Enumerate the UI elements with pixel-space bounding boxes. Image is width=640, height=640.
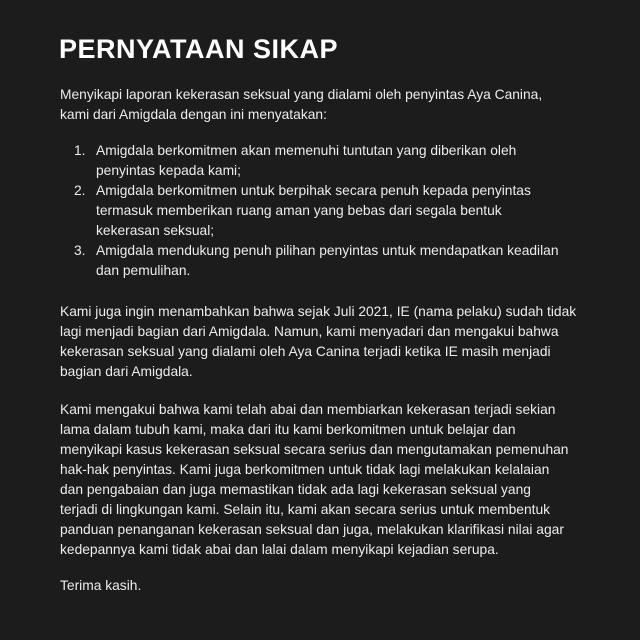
list-item xyxy=(60,241,559,281)
statement-list xyxy=(60,141,559,281)
closing-text: Terima kasih. xyxy=(60,578,142,593)
intro-paragraph xyxy=(60,85,542,125)
text-line: Kami mengakui bahwa kami telah abai dan membiarkan kekerasan terjadi sekian xyxy=(60,402,556,417)
paragraph-3 xyxy=(60,400,568,560)
text-line: bagian dari Amigdala. xyxy=(60,364,193,379)
text-line: menyikapi kasus kekerasan seksual secara serius dan mengutamakan pemenuhan xyxy=(60,442,569,457)
text-line: kekerasan seksual; xyxy=(96,223,215,238)
list-number: 2. xyxy=(74,183,86,198)
text-line: panduan penanganan kekerasan seksual dan juga, melakukan klarifikasi nilai agar xyxy=(60,522,564,537)
text-line: Menyikapi laporan kekerasan seksual yang dialami oleh penyintas Aya Canina, xyxy=(60,87,543,102)
text-line: Kami juga ingin menambahkan bahwa sejak Juli 2021, IE (nama pelaku) sudah tidak xyxy=(60,304,577,319)
list-number: 3. xyxy=(74,243,86,258)
text-line: dan pemulihan. xyxy=(96,263,191,278)
text-line: hak-hak penyintas. Kami juga berkomitmen untuk tidak lagi melakukan kelalaian xyxy=(60,462,550,477)
text-line: lama dalam tubuh kami, maka dari itu kami berkomitmen untuk belajar dan xyxy=(60,422,516,437)
text-line: Amigdala berkomitmen akan memenuhi tuntutan yang diberikan oleh xyxy=(96,143,517,158)
list-number: 1. xyxy=(74,143,86,158)
text-line: terjadi di lingkungan kami. Selain itu, kami akan secara serius untuk membentuk xyxy=(60,502,551,517)
text-line: kami dari Amigdala dengan ini menyatakan: xyxy=(60,107,327,122)
text-line: kekerasan seksual yang dialami oleh Aya Canina terjadi ketika IE masih menjadi xyxy=(60,344,551,359)
text-line: penyintas kepada kami; xyxy=(96,163,241,178)
closing xyxy=(60,576,141,596)
text-line: dan pengabaian dan juga memastikan tidak ada lagi kekerasan seksual yang xyxy=(60,482,531,497)
text-line: termasuk memberikan ruang aman yang bebas dari segala bentuk xyxy=(96,203,502,218)
list-item xyxy=(60,141,559,181)
list-item xyxy=(60,181,559,241)
page-title: PERNYATAAN SIKAP xyxy=(59,34,339,64)
text-line: Amigdala berkomitmen untuk berpihak secara penuh kepada penyintas xyxy=(96,183,531,198)
paragraph-2 xyxy=(60,302,576,382)
text-line: lagi menjadi bagian dari Amigdala. Namun, kami menyadari dan mengakui bahwa xyxy=(60,324,559,339)
text-line: Amigdala mendukung penuh pilihan penyintas untuk mendapatkan keadilan xyxy=(96,243,559,258)
text-line: kedepannya kami tidak abai dan lalai dalam menyikapi kejadian serupa. xyxy=(60,542,499,557)
